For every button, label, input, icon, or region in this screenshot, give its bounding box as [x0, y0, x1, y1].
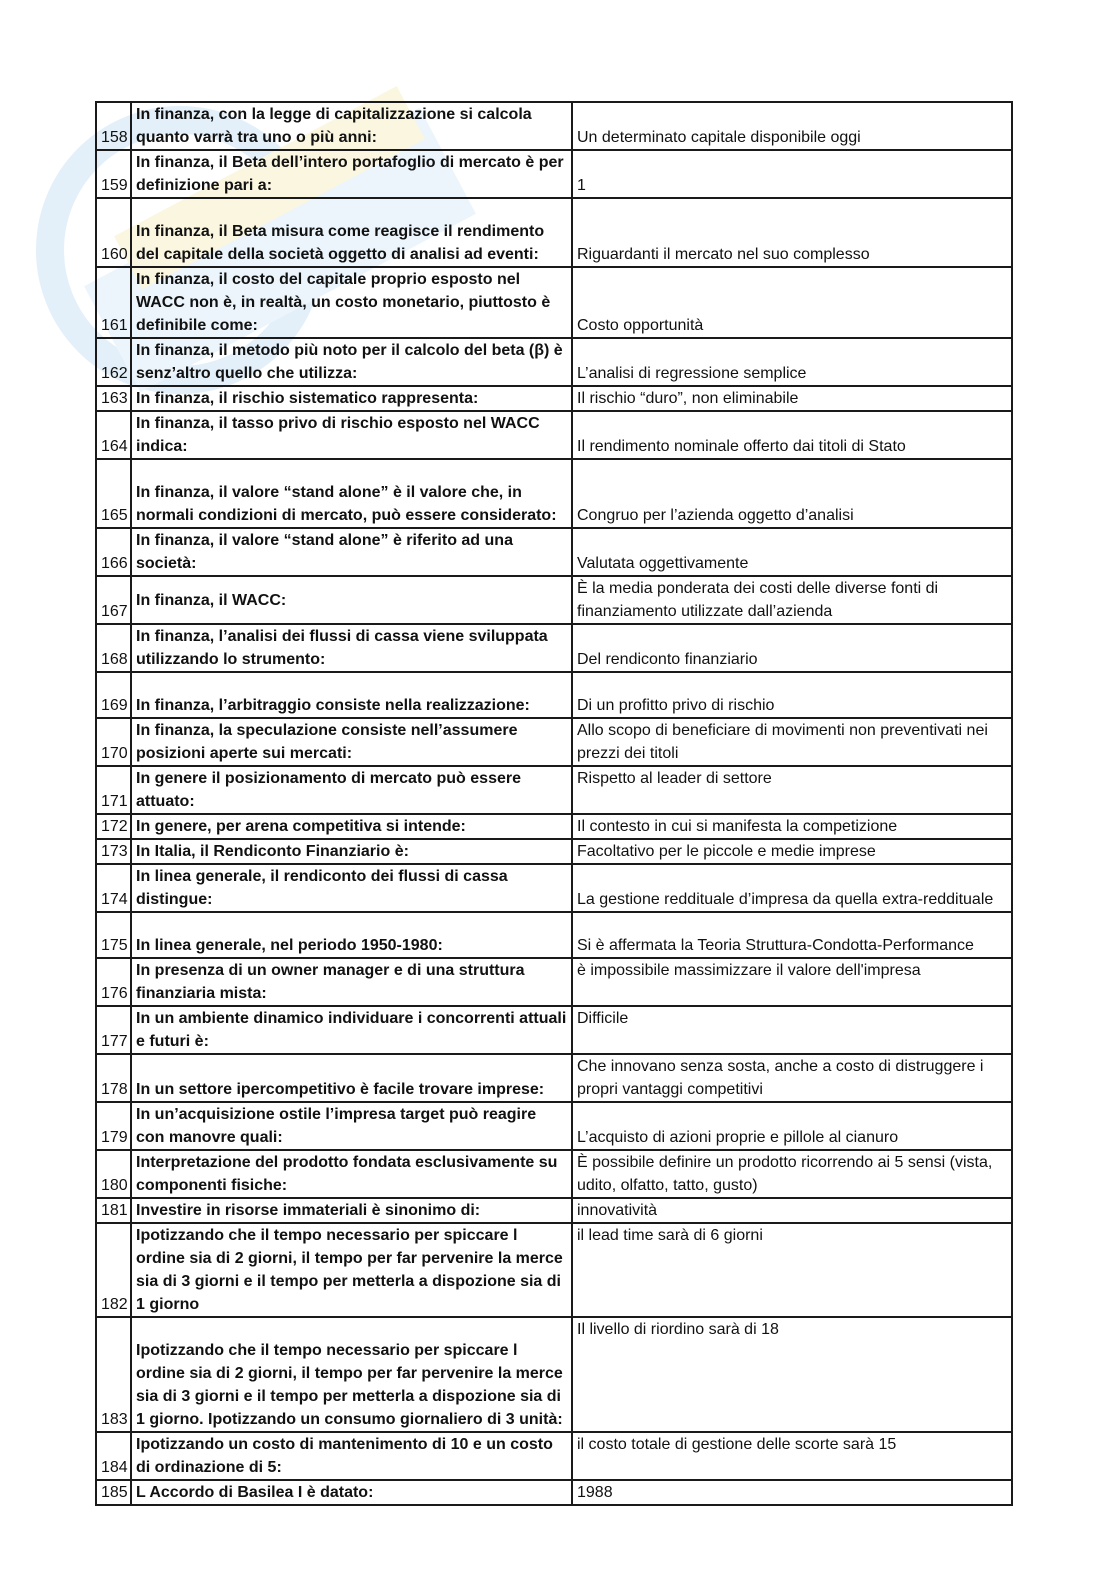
answer-cell: Congruo per l’azienda oggetto d’analisi [572, 459, 1012, 528]
answer-cell: il lead time sarà di 6 giorni [572, 1223, 1012, 1317]
table-row [96, 267, 1012, 338]
answer-cell: 1 [572, 150, 1012, 198]
table-row [96, 338, 1012, 386]
row-number: 166 [96, 528, 131, 576]
question-cell: In finanza, il costo del capitale proprio esposto nel WACC non è, in realtà, un costo monetario, piuttosto è definibile come: [131, 267, 572, 338]
answer-cell: Del rendiconto finanziario [572, 624, 1012, 672]
question-cell: In un’acquisizione ostile l’impresa target può reagire con manovre quali: [131, 1102, 572, 1150]
answer-cell: È possibile definire un prodotto ricorrendo ai 5 sensi (vista, udito, olfatto, tatto, gusto) [572, 1150, 1012, 1198]
row-number: 183 [96, 1317, 131, 1432]
answer-cell: è impossibile massimizzare il valore dell'impresa [572, 958, 1012, 1006]
table-row [96, 624, 1012, 672]
table-row [96, 1150, 1012, 1198]
row-number: 158 [96, 102, 131, 150]
question-cell: In un ambiente dinamico individuare i concorrenti attuali e futuri è: [131, 1006, 572, 1054]
question-cell: In linea generale, nel periodo 1950-1980: [131, 912, 572, 958]
table-row [96, 766, 1012, 814]
table-row [96, 1102, 1012, 1150]
answer-cell: Il contesto in cui si manifesta la competizione [572, 814, 1012, 839]
question-cell: In finanza, il Beta dell’intero portafoglio di mercato è per definizione pari a: [131, 150, 572, 198]
answer-cell: Il rischio “duro”, non eliminabile [572, 386, 1012, 411]
row-number: 182 [96, 1223, 131, 1317]
question-cell: In finanza, l’arbitraggio consiste nella realizzazione: [131, 672, 572, 718]
row-number: 160 [96, 198, 131, 267]
table-row [96, 718, 1012, 766]
answer-cell: Il rendimento nominale offerto dai titoli di Stato [572, 411, 1012, 459]
row-number: 175 [96, 912, 131, 958]
row-number: 167 [96, 576, 131, 624]
row-number: 181 [96, 1198, 131, 1223]
question-cell: In genere, per arena competitiva si intende: [131, 814, 572, 839]
table-row [96, 672, 1012, 718]
answer-cell: il costo totale di gestione delle scorte sarà 15 [572, 1432, 1012, 1480]
question-cell: In finanza, il valore “stand alone” è riferito ad una società: [131, 528, 572, 576]
answer-cell: Che innovano senza sosta, anche a costo di distruggere i propri vantaggi competitivi [572, 1054, 1012, 1102]
row-number: 171 [96, 766, 131, 814]
table-row [96, 912, 1012, 958]
answer-cell: 1988 [572, 1480, 1012, 1505]
table-row [96, 864, 1012, 912]
row-number: 184 [96, 1432, 131, 1480]
row-number: 163 [96, 386, 131, 411]
table-row [96, 1198, 1012, 1223]
answer-cell: La gestione reddituale d’impresa da quella extra-reddituale [572, 864, 1012, 912]
row-number: 164 [96, 411, 131, 459]
table-row [96, 411, 1012, 459]
row-number: 179 [96, 1102, 131, 1150]
question-cell: Ipotizzando che il tempo necessario per spiccare l ordine sia di 2 giorni, il tempo per far pervenire la merce sia di 3 giorni e il tempo per metterla a dispozione sia di 1 giorno. Ipotizzando un consumo giornaliero di 3 unità: [131, 1317, 572, 1432]
answer-cell: L’acquisto di azioni proprie e pillole al cianuro [572, 1102, 1012, 1150]
question-cell: In finanza, il rischio sistematico rappresenta: [131, 386, 572, 411]
row-number: 174 [96, 864, 131, 912]
table-row [96, 576, 1012, 624]
table-row [96, 814, 1012, 839]
question-cell: In finanza, il Beta misura come reagisce il rendimento del capitale della società oggetto di analisi ad eventi: [131, 198, 572, 267]
row-number: 173 [96, 839, 131, 864]
table-row [96, 1006, 1012, 1054]
table-row [96, 1223, 1012, 1317]
answer-cell: Valutata oggettivamente [572, 528, 1012, 576]
question-cell: In genere il posizionamento di mercato può essere attuato: [131, 766, 572, 814]
question-cell: Investire in risorse immateriali è sinonimo di: [131, 1198, 572, 1223]
answer-cell: Rispetto al leader di settore [572, 766, 1012, 814]
question-cell: Interpretazione del prodotto fondata esclusivamente su componenti fisiche: [131, 1150, 572, 1198]
question-cell: Ipotizzando un costo di mantenimento di 10 e un costo di ordinazione di 5: [131, 1432, 572, 1480]
question-cell: In finanza, con la legge di capitalizzazione si calcola quanto varrà tra uno o più anni: [131, 102, 572, 150]
row-number: 159 [96, 150, 131, 198]
row-number: 178 [96, 1054, 131, 1102]
answer-cell: Allo scopo di beneficiare di movimenti non preventivati nei prezzi dei titoli [572, 718, 1012, 766]
row-number: 165 [96, 459, 131, 528]
table-row [96, 958, 1012, 1006]
table-row [96, 1432, 1012, 1480]
answer-cell: L’analisi di regressione semplice [572, 338, 1012, 386]
row-number: 169 [96, 672, 131, 718]
answer-cell: Di un profitto privo di rischio [572, 672, 1012, 718]
row-number: 180 [96, 1150, 131, 1198]
table-row [96, 102, 1012, 150]
answer-cell: Il livello di riordino sarà di 18 [572, 1317, 1012, 1432]
question-cell: In linea generale, il rendiconto dei flussi di cassa distingue: [131, 864, 572, 912]
answer-cell: Riguardanti il mercato nel suo complesso [572, 198, 1012, 267]
table-row [96, 198, 1012, 267]
question-cell: In finanza, la speculazione consiste nell’assumere posizioni aperte sui mercati: [131, 718, 572, 766]
table-row [96, 528, 1012, 576]
table-row [96, 1317, 1012, 1432]
row-number: 170 [96, 718, 131, 766]
question-cell: In un settore ipercompetitivo è facile trovare imprese: [131, 1054, 572, 1102]
row-number: 185 [96, 1480, 131, 1505]
table-row [96, 839, 1012, 864]
table-row [96, 386, 1012, 411]
row-number: 176 [96, 958, 131, 1006]
answer-cell: Si è affermata la Teoria Struttura-Condotta-Performance [572, 912, 1012, 958]
row-number: 161 [96, 267, 131, 338]
question-cell: In finanza, il valore “stand alone” è il valore che, in normali condizioni di mercato, può essere considerato: [131, 459, 572, 528]
row-number: 162 [96, 338, 131, 386]
question-cell: Ipotizzando che il tempo necessario per spiccare l ordine sia di 2 giorni, il tempo per far pervenire la merce sia di 3 giorni e il tempo per metterla a dispozione sia di 1 giorno [131, 1223, 572, 1317]
table-row [96, 459, 1012, 528]
question-cell: In finanza, il WACC: [131, 576, 572, 624]
answer-cell: Difficile [572, 1006, 1012, 1054]
answer-cell: Facoltativo per le piccole e medie imprese [572, 839, 1012, 864]
question-cell: In finanza, l’analisi dei flussi di cassa viene sviluppata utilizzando lo strumento: [131, 624, 572, 672]
question-cell: In presenza di un owner manager e di una struttura finanziaria mista: [131, 958, 572, 1006]
question-cell: In finanza, il tasso privo di rischio esposto nel WACC indica: [131, 411, 572, 459]
answer-cell: Costo opportunità [572, 267, 1012, 338]
question-cell: In finanza, il metodo più noto per il calcolo del beta (β) è senz’altro quello che utilizza: [131, 338, 572, 386]
row-number: 168 [96, 624, 131, 672]
table-row [96, 1054, 1012, 1102]
qa-table [95, 101, 1013, 1506]
row-number: 177 [96, 1006, 131, 1054]
answer-cell: innovatività [572, 1198, 1012, 1223]
question-cell: In Italia, il Rendiconto Finanziario è: [131, 839, 572, 864]
answer-cell: È la media ponderata dei costi delle diverse fonti di finanziamento utilizzate dall’azienda [572, 576, 1012, 624]
table-row [96, 1480, 1012, 1505]
table-row [96, 150, 1012, 198]
question-cell: L Accordo di Basilea I è datato: [131, 1480, 572, 1505]
row-number: 172 [96, 814, 131, 839]
answer-cell: Un determinato capitale disponibile oggi [572, 102, 1012, 150]
